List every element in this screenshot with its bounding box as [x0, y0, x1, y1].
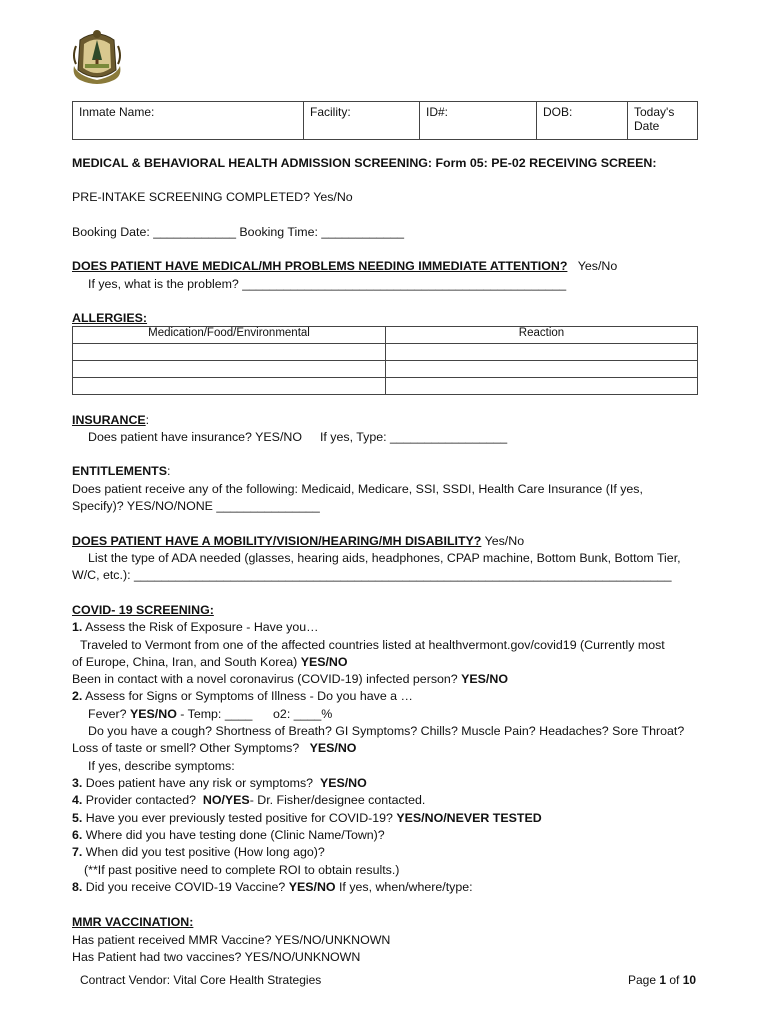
mmr-q1: Has patient received MMR Vaccine? YES/NO/UNKNOWN [72, 933, 391, 947]
covid-taste-line: Loss of taste or smell? Other Symptoms? YES/NO [72, 741, 357, 755]
reaction-entry-cell[interactable] [386, 361, 698, 378]
id-cell[interactable] [420, 102, 537, 140]
entitlements-heading: ENTITLEMENTS: [72, 464, 171, 478]
covid-q8: 8. Did you receive COVID-19 Vaccine? YES/NO If yes, when/where/type: [72, 880, 473, 894]
covid-cough-line: Do you have a cough? Shortness of Breath? GI Symptoms? Chills? Muscle Pain? Headaches? Sore Throat? [88, 724, 685, 738]
reaction-entry-cell[interactable] [386, 378, 698, 395]
allergy-entry-cell[interactable] [73, 378, 386, 395]
covid-describe-line: If yes, describe symptoms: [88, 759, 235, 773]
covid-q3: 3. Does patient have any risk or symptoms? YES/NO [72, 776, 367, 790]
id-label: ID#: [426, 105, 449, 119]
covid-q1: 1. Assess the Risk of Exposure - Have you… [72, 620, 319, 634]
page-number: Page 1 of 10 [628, 973, 697, 987]
contract-vendor: Contract Vendor: Vital Core Health Strategies [80, 973, 322, 987]
allergy-col-header: Medication/Food/Environmental [73, 327, 386, 344]
reaction-entry-cell[interactable] [386, 344, 698, 361]
entitlements-line-1: Does patient receive any of the following: Medicaid, Medicare, SSI, SSDI, Health Care Insurance (If yes, [72, 482, 643, 496]
immediate-problem-line: If yes, what is the problem? _______________________________________________ [88, 277, 567, 291]
ada-line-1: List the type of ADA needed (glasses, hearing aids, headphones, CPAP machine, Bottom Bunk, Bottom Tier, [88, 551, 681, 565]
inmate-info-table [72, 101, 698, 140]
covid-q5: 5. Have you ever previously tested positive for COVID-19? YES/NO/NEVER TESTED [72, 811, 542, 825]
allergies-table [72, 326, 698, 395]
covid-q2: 2. Assess for Signs or Symptoms of Illness - Do you have a … [72, 689, 413, 703]
dob-label: DOB: [543, 105, 573, 119]
mmr-q2: Has Patient had two vaccines? YES/NO/UNKNOWN [72, 950, 361, 964]
insurance-heading: INSURANCE: [72, 413, 150, 427]
allergies-heading: ALLERGIES: [72, 311, 148, 325]
covid-q7: 7. When did you test positive (How long ago)? [72, 845, 325, 859]
mmr-heading: MMR VACCINATION: [72, 915, 194, 929]
facility-cell[interactable] [304, 102, 420, 140]
immediate-attention-question: DOES PATIENT HAVE MEDICAL/MH PROBLEMS NEEDING IMMEDIATE ATTENTION? Yes/No [72, 259, 618, 273]
insurance-question: Does patient have insurance? YES/NO If yes, Type: _________________ [88, 430, 508, 444]
reaction-col-header: Reaction [386, 327, 698, 344]
covid-q4: 4. Provider contacted? NO/YES- Dr. Fisher/designee contacted. [72, 793, 426, 807]
covid-fever-line: Fever? YES/NO - Temp: ____ o2: ____% [88, 707, 333, 721]
covid-heading: COVID- 19 SCREENING: [72, 603, 214, 617]
entitlements-line-2: Specify)? YES/NO/NONE _______________ [72, 499, 320, 513]
booking-line: Booking Date: ____________ Booking Time: ____________ [72, 225, 405, 239]
state-seal-logo [70, 26, 124, 86]
inmate-name-label: Inmate Name: [79, 105, 155, 119]
covid-contact-line: Been in contact with a novel coronavirus (COVID-19) infected person? YES/NO [72, 672, 508, 686]
todays-date-cell[interactable] [628, 102, 698, 140]
allergy-entry-cell[interactable] [73, 361, 386, 378]
allergy-entry-cell[interactable] [73, 344, 386, 361]
covid-travel-line-2: of Europe, China, Iran, and South Korea) YES/NO [72, 655, 348, 669]
ada-line-2: W/C, etc.): ______________________________________________________________________________ [72, 568, 672, 582]
todays-date-label: Today's Date [634, 105, 675, 133]
inmate-name-cell[interactable] [73, 102, 304, 140]
dob-cell[interactable] [537, 102, 628, 140]
covid-q7-note: (**If past positive need to complete ROI to obtain results.) [84, 863, 400, 877]
covid-travel-line-1: Traveled to Vermont from one of the affected countries listed at healthvermont.gov/covid19 (Currently most [80, 638, 665, 652]
form-title: MEDICAL & BEHAVIORAL HEALTH ADMISSION SCREENING: Form 05: PE-02 RECEIVING SCREEN: [72, 156, 657, 170]
covid-q6: 6. Where did you have testing done (Clinic Name/Town)? [72, 828, 385, 842]
facility-label: Facility: [310, 105, 351, 119]
disability-question: DOES PATIENT HAVE A MOBILITY/VISION/HEARING/MH DISABILITY? Yes/No [72, 534, 525, 548]
preintake-question: PRE-INTAKE SCREENING COMPLETED? Yes/No [72, 190, 353, 204]
